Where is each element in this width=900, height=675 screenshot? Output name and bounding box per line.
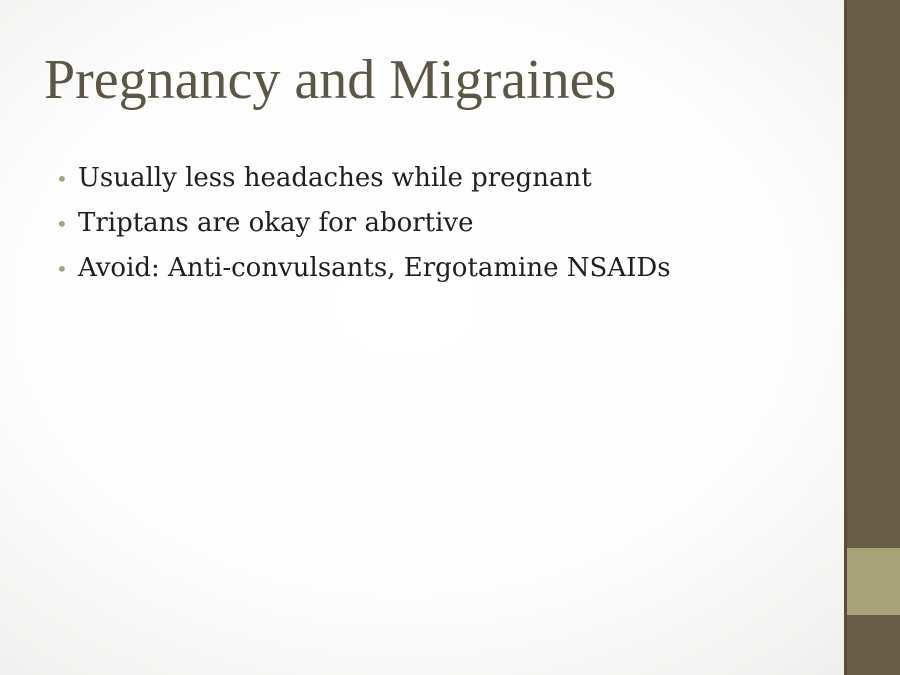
bullet-dot-icon: • bbox=[56, 257, 68, 281]
bullet-dot-icon: • bbox=[56, 167, 68, 191]
bullet-list bbox=[56, 157, 671, 292]
bullet-text: Usually less headaches while pregnant bbox=[78, 163, 592, 193]
bullet-dot-icon: • bbox=[56, 212, 68, 236]
bullet-item bbox=[56, 202, 671, 247]
bullet-item bbox=[56, 157, 671, 202]
slide-title: Pregnancy and Migraines bbox=[44, 49, 617, 111]
bullet-text: Avoid: Anti-convulsants, Ergotamine NSAIDs bbox=[78, 253, 671, 283]
sidebar-accent-block bbox=[847, 548, 900, 615]
bullet-item bbox=[56, 247, 671, 292]
bullet-text: Triptans are okay for abortive bbox=[78, 208, 474, 238]
